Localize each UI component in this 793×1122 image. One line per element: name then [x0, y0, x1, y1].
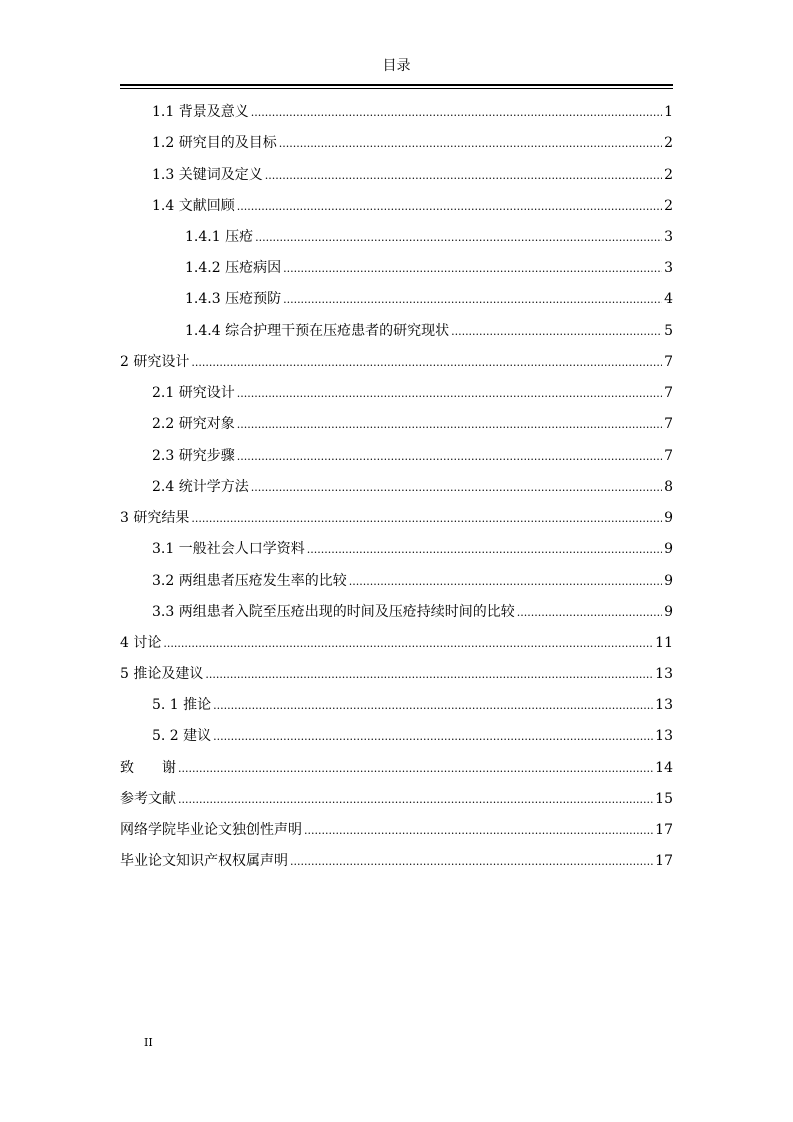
toc-entry-page: 7 — [664, 385, 673, 401]
toc-dot-leader — [279, 134, 662, 154]
toc-entry-page: 2 — [664, 135, 673, 151]
header-rule-thick — [120, 84, 673, 86]
toc-entry[interactable] — [120, 508, 673, 528]
toc-dot-leader — [237, 197, 662, 217]
toc-entry-page: 9 — [664, 510, 673, 526]
toc-entry[interactable] — [120, 851, 673, 871]
footer-page-number: II — [144, 1036, 153, 1049]
toc-entry-page: 8 — [664, 479, 673, 495]
toc-dot-leader — [213, 727, 653, 747]
toc-entry-label: 1.4.2 压疮病因 — [185, 260, 282, 276]
toc-dot-leader — [213, 696, 653, 716]
toc-entry-label: 1.4.1 压疮 — [185, 229, 254, 245]
toc-entry-label: 5 推论及建议 — [120, 666, 204, 682]
toc-dot-leader — [283, 259, 662, 279]
toc-entry[interactable] — [120, 789, 673, 809]
toc-dot-leader — [283, 290, 662, 310]
toc-entry-label: 2.3 研究步骤 — [152, 448, 235, 464]
toc-dot-leader — [191, 353, 662, 373]
toc-entry-page: 7 — [664, 448, 673, 464]
toc-entry-page: 7 — [664, 416, 673, 432]
toc-entry-page: 9 — [664, 541, 673, 557]
toc-entry[interactable] — [120, 820, 673, 840]
page-header-title: 目录 — [382, 58, 411, 74]
toc-entry[interactable] — [152, 571, 673, 591]
toc-entry[interactable] — [152, 726, 673, 746]
toc-entry[interactable] — [152, 102, 673, 122]
toc-dot-leader — [237, 415, 662, 435]
toc-entry-page: 11 — [655, 635, 673, 651]
toc-entry-page: 13 — [655, 728, 673, 744]
toc-entry-label: 2.4 统计学方法 — [152, 479, 249, 495]
toc-entry-label: 2.2 研究对象 — [152, 416, 235, 432]
toc-dot-leader — [265, 166, 662, 186]
toc-entry[interactable] — [152, 446, 673, 466]
toc-entry-label: 毕业论文知识产权权属声明 — [120, 853, 288, 869]
toc-entry[interactable] — [152, 196, 673, 216]
toc-entry-page: 15 — [655, 791, 673, 807]
toc-entry-page: 17 — [655, 822, 673, 838]
toc-entry-page: 5 — [664, 323, 673, 339]
toc-entry-label: 3.1 一般社会人口学资料 — [152, 541, 305, 557]
toc-entry-page: 9 — [664, 573, 673, 589]
toc-entry-page: 9 — [664, 604, 673, 620]
toc-dot-leader — [205, 665, 653, 685]
toc-dot-leader — [237, 447, 662, 467]
toc-entry-page: 14 — [655, 760, 673, 776]
toc-entry[interactable] — [120, 352, 673, 372]
toc-entry-page: 7 — [664, 354, 673, 370]
toc-entry[interactable] — [152, 383, 673, 403]
toc-entry-label: 3 研究结果 — [120, 510, 190, 526]
toc-dot-leader — [255, 228, 662, 248]
toc-dot-leader — [178, 759, 653, 779]
toc-entry[interactable] — [152, 414, 673, 434]
toc-entry-label: 1.4.4 综合护理干预在压疮患者的研究现状 — [185, 323, 450, 339]
toc-entry-page: 4 — [664, 291, 673, 307]
toc-entry-label: 3.3 两组患者入院至压疮出现的时间及压疮持续时间的比较 — [152, 604, 515, 620]
toc-dot-leader — [349, 572, 662, 592]
toc-dot-leader — [191, 509, 662, 529]
toc-entry[interactable] — [120, 664, 673, 684]
toc-entry[interactable] — [152, 477, 673, 497]
toc-entry-label: 2.1 研究设计 — [152, 385, 235, 401]
toc-entry-label: 5. 2 建议 — [152, 728, 212, 744]
toc-entry[interactable] — [152, 539, 673, 559]
toc-entry[interactable] — [120, 758, 673, 778]
toc-entry-label: 1.2 研究目的及目标 — [152, 135, 277, 151]
toc-entry-page: 2 — [664, 167, 673, 183]
toc-dot-leader — [517, 603, 662, 623]
toc-entry-label: 1.4 文献回顾 — [152, 198, 235, 214]
toc-entry-label: 4 讨论 — [120, 635, 162, 651]
toc-dot-leader — [163, 634, 653, 654]
toc-dot-leader — [178, 790, 653, 810]
toc-entry-label: 致 谢 — [120, 760, 176, 776]
toc-entry-page: 2 — [664, 198, 673, 214]
toc-dot-leader — [451, 322, 662, 342]
header-rule-thin — [120, 88, 673, 89]
toc-entry-label: 1.1 背景及意义 — [152, 104, 249, 120]
toc-entry-label: 5. 1 推论 — [152, 697, 212, 713]
toc-entry[interactable] — [185, 258, 673, 278]
toc-entry[interactable] — [152, 133, 673, 153]
toc-entry-page: 13 — [655, 666, 673, 682]
toc-entry-label: 2 研究设计 — [120, 354, 190, 370]
toc-dot-leader — [307, 540, 662, 560]
toc-entry[interactable] — [120, 633, 673, 653]
toc-dot-leader — [237, 384, 662, 404]
toc-entry-page: 13 — [655, 697, 673, 713]
toc-entry-label: 1.3 关键词及定义 — [152, 167, 263, 183]
toc-entry-label: 1.4.3 压疮预防 — [185, 291, 282, 307]
toc-entry[interactable] — [185, 227, 673, 247]
toc-entry-label: 参考文献 — [120, 791, 176, 807]
toc-entry-page: 3 — [664, 260, 673, 276]
toc-entry-page: 17 — [655, 853, 673, 869]
toc-entry[interactable] — [152, 165, 673, 185]
toc-dot-leader — [290, 852, 653, 872]
toc-entry[interactable] — [152, 695, 673, 715]
toc-dot-leader — [251, 478, 662, 498]
toc-entry[interactable] — [152, 602, 673, 622]
toc-dot-leader — [251, 103, 662, 123]
toc-dot-leader — [304, 821, 653, 841]
toc-entry-page: 1 — [664, 104, 673, 120]
toc-entry-label: 3.2 两组患者压疮发生率的比较 — [152, 573, 347, 589]
toc-entry[interactable] — [185, 321, 673, 341]
toc-entry-page: 3 — [664, 229, 673, 245]
toc-entry[interactable] — [185, 289, 673, 309]
toc-entry-label: 网络学院毕业论文独创性声明 — [120, 822, 302, 838]
